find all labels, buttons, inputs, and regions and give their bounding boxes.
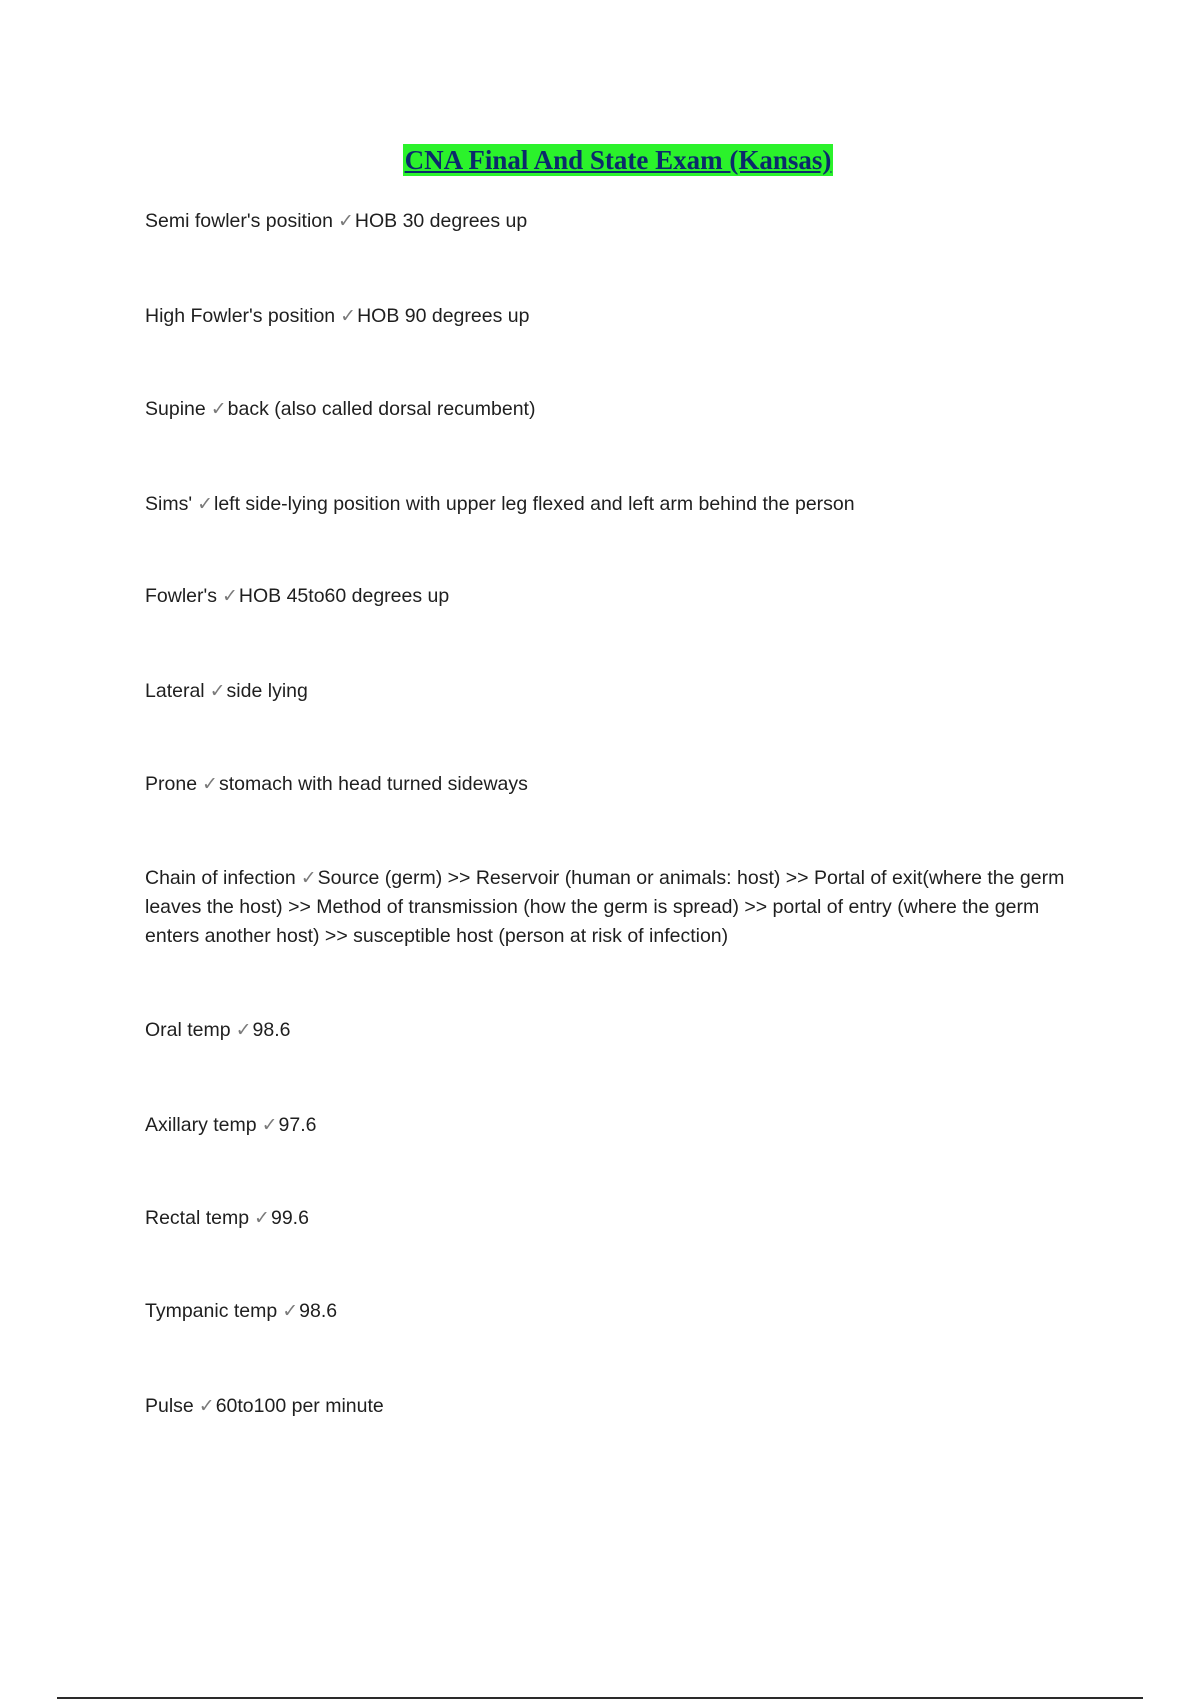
entry-term: Prone xyxy=(145,773,198,795)
entry-term: Supine xyxy=(145,398,206,420)
checkmark-icon: ✓ xyxy=(210,398,227,420)
entry-tympanic-temp xyxy=(145,1297,1095,1326)
entry-term: Sims' xyxy=(145,493,193,515)
entry-axillary-temp xyxy=(145,1111,1095,1140)
title-container xyxy=(0,144,1200,176)
entry-term: Oral temp xyxy=(145,1019,231,1041)
entry-chain-of-infection xyxy=(145,864,1095,951)
entry-term: Lateral xyxy=(145,680,205,702)
checkmark-icon: ✓ xyxy=(198,1395,215,1417)
entry-definition: 60to100 per minute xyxy=(215,1395,384,1417)
entry-definition: 98.6 xyxy=(252,1019,291,1041)
checkmark-icon: ✓ xyxy=(300,867,317,889)
entry-definition: left side-lying position with upper leg flexed and left arm behind the person xyxy=(213,493,855,515)
entry-definition: HOB 30 degrees up xyxy=(354,210,528,232)
entry-definition: 97.6 xyxy=(278,1114,317,1136)
entry-fowlers xyxy=(145,582,1095,611)
document-title: CNA Final And State Exam (Kansas) xyxy=(404,145,832,175)
entry-pulse xyxy=(145,1392,1095,1421)
entry-term: Axillary temp xyxy=(145,1114,257,1136)
checkmark-icon: ✓ xyxy=(282,1300,299,1322)
entry-lateral xyxy=(145,677,1095,706)
entry-prone xyxy=(145,770,1095,799)
checkmark-icon: ✓ xyxy=(221,585,238,607)
entry-definition: 99.6 xyxy=(270,1207,309,1229)
entry-high-fowlers xyxy=(145,302,1095,331)
checkmark-icon: ✓ xyxy=(261,1114,278,1136)
entry-definition: side lying xyxy=(226,680,308,702)
entry-term: Tympanic temp xyxy=(145,1300,278,1322)
entry-definition: Source (germ) >> Reservoir (human or animals: host) >> Portal of exit(where the germ leaves the host) >> Method of transmission (how the germ is spread) >> portal of entry (where the germ enters another host) >> susceptible host (person at risk of infection) xyxy=(145,867,1065,947)
entry-term: Fowler's xyxy=(145,585,217,607)
footer-divider xyxy=(57,1697,1143,1699)
checkmark-icon: ✓ xyxy=(209,680,226,702)
checkmark-icon: ✓ xyxy=(202,773,218,795)
checkmark-icon: ✓ xyxy=(340,305,357,327)
entry-term: Pulse xyxy=(145,1395,194,1417)
checkmark-icon: ✓ xyxy=(235,1019,252,1041)
entry-definition: 98.6 xyxy=(299,1300,338,1322)
checkmark-icon: ✓ xyxy=(197,493,213,515)
entry-term: Chain of infection xyxy=(145,867,296,889)
entry-definition: stomach with head turned sideways xyxy=(218,773,528,795)
entry-semi-fowlers xyxy=(145,207,1095,236)
entry-definition: back (also called dorsal recumbent) xyxy=(227,398,536,420)
checkmark-icon: ✓ xyxy=(337,210,354,232)
entry-term: Rectal temp xyxy=(145,1207,250,1229)
entry-supine xyxy=(145,395,1095,424)
entry-oral-temp xyxy=(145,1016,1095,1045)
entry-sims xyxy=(145,490,1095,519)
entry-term: Semi fowler's position xyxy=(145,210,333,232)
entry-definition: HOB 45to60 degrees up xyxy=(238,585,450,607)
entry-definition: HOB 90 degrees up xyxy=(357,305,530,327)
checkmark-icon: ✓ xyxy=(254,1207,270,1229)
entry-term: High Fowler's position xyxy=(145,305,336,327)
entry-rectal-temp xyxy=(145,1204,1095,1233)
